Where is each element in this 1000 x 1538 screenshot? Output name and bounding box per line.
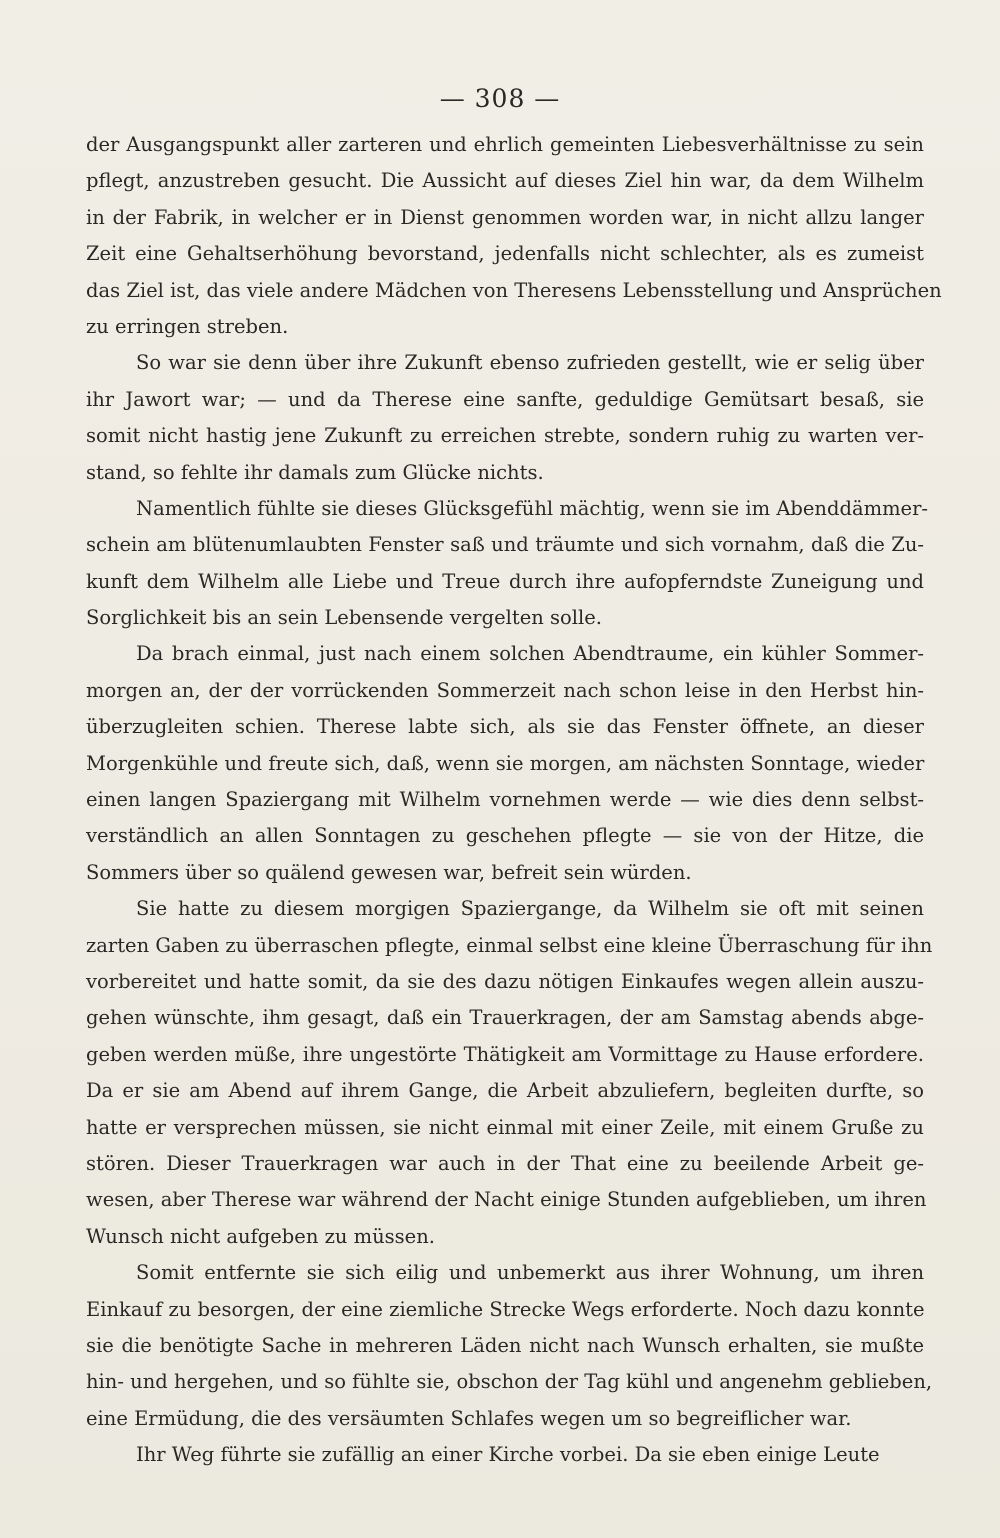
text-line: hin- und hergehen, und so fühlte sie, obschon der Tag kühl und angenehm geblieben, bbox=[86, 1370, 933, 1394]
text-line: pflegt, anzustreben gesucht. Die Aussicht auf dieses Ziel hin war, da dem Wilhelm bbox=[86, 169, 924, 193]
text-line: Morgenkühle und freute sich, daß, wenn sie morgen, am nächsten Sonntage, wieder bbox=[86, 751, 925, 775]
text-line: gehen wünschte, ihm gesagt, daß ein Trauerkragen, der am Samstag abends abge- bbox=[86, 1006, 924, 1030]
text-line: Da er sie am Abend auf ihrem Gange, die Arbeit abzuliefern, begleiten durfte, so bbox=[86, 1079, 924, 1103]
text-line: hatte er versprechen müssen, sie nicht einmal mit einer Zeile, mit einem Gruße zu bbox=[86, 1115, 924, 1139]
page-number: — 308 — bbox=[439, 84, 561, 113]
text-line: ihr Jawort war; — und da Therese eine sanfte, geduldige Gemütsart besaß, sie bbox=[86, 387, 924, 411]
text-line: Ihr Weg führte sie zufällig an einer Kirche vorbei. Da sie eben einige Leute bbox=[136, 1443, 880, 1467]
text-line: kunft dem Wilhelm alle Liebe und Treue durch ihre aufopferndste Zuneigung und bbox=[86, 569, 924, 593]
text-line: geben werden müße, ihre ungestörte Thätigkeit am Vormittage zu Hause erfordere. bbox=[86, 1042, 924, 1066]
text-line: verständlich an allen Sonntagen zu geschehen pflegte — sie von der Hitze, die bbox=[86, 824, 924, 848]
paragraph bbox=[86, 1437, 924, 1473]
text-line: So war sie denn über ihre Zukunft ebenso zufrieden gestellt, wie er selig über bbox=[136, 351, 924, 375]
text-line: vorbereitet und hatte somit, da sie des dazu nötigen Einkaufes wegen allein auszu- bbox=[86, 969, 924, 993]
text-line: zarten Gaben zu überraschen pflegte, einmal selbst eine kleine Überraschung für ihn bbox=[86, 933, 933, 957]
paragraph bbox=[86, 127, 942, 345]
text-line: stören. Dieser Trauerkragen war auch in der That eine zu beeilende Arbeit ge- bbox=[86, 1151, 924, 1175]
text-line: Einkauf zu besorgen, der eine ziemliche Strecke Wegs erforderte. Noch dazu konnte bbox=[86, 1297, 925, 1321]
paragraph bbox=[86, 636, 924, 891]
text-line: wesen, aber Therese war während der Nacht einige Stunden aufgeblieben, um ihren bbox=[86, 1188, 927, 1212]
text-line: eine Ermüdung, die des versäumten Schlafes wegen um so begreiflicher war. bbox=[86, 1406, 852, 1430]
text-line: überzugleiten schien. Therese labte sich, als sie das Fenster öffnete, an dieser bbox=[86, 715, 924, 739]
paragraph bbox=[86, 345, 924, 491]
text-line: das Ziel ist, das viele andere Mädchen von Theresens Lebensstellung und Ansprüchen bbox=[86, 278, 942, 302]
text-line: Da brach einmal, just nach einem solchen Abendtraume, ein kühler Sommer- bbox=[136, 642, 924, 666]
text-line: schein am blütenumlaubten Fenster saß und träumte und sich vornahm, daß die Zu- bbox=[86, 533, 924, 557]
text-line: einen langen Spaziergang mit Wilhelm vornehmen werde — wie dies denn selbst- bbox=[86, 788, 924, 812]
text-line: somit nicht hastig jene Zukunft zu erreichen strebte, sondern ruhig zu warten ver- bbox=[86, 424, 924, 448]
text-line: morgen an, der der vorrückenden Sommerzeit nach schon leise in den Herbst hin- bbox=[86, 678, 924, 702]
body-text bbox=[86, 127, 942, 1473]
text-line: Sommers über so quälend gewesen war, befreit sein würden. bbox=[86, 860, 692, 884]
text-line: Zeit eine Gehaltserhöhung bevorstand, jedenfalls nicht schlechter, als es zumeist bbox=[86, 242, 924, 266]
text-line: zu erringen streben. bbox=[86, 314, 289, 338]
text-line: stand, so fehlte ihr damals zum Glücke nichts. bbox=[86, 460, 544, 484]
paragraph bbox=[86, 1255, 933, 1437]
paragraph bbox=[86, 891, 933, 1255]
paragraph bbox=[86, 491, 929, 637]
text-line: in der Fabrik, in welcher er in Dienst genommen worden war, in nicht allzu langer bbox=[86, 205, 924, 229]
text-line: Wunsch nicht aufgeben zu müssen. bbox=[86, 1224, 435, 1248]
text-line: Sorglichkeit bis an sein Lebensende vergelten solle. bbox=[86, 606, 602, 630]
text-line: Somit entfernte sie sich eilig und unbemerkt aus ihrer Wohnung, um ihren bbox=[136, 1261, 924, 1285]
text-line: sie die benötigte Sache in mehreren Läden nicht nach Wunsch erhalten, sie mußte bbox=[86, 1333, 924, 1357]
text-line: Sie hatte zu diesem morgigen Spaziergange, da Wilhelm sie oft mit seinen bbox=[136, 897, 924, 921]
text-line: Namentlich fühlte sie dieses Glücksgefühl mächtig, wenn sie im Abenddämmer- bbox=[136, 496, 929, 520]
text-line: der Ausgangspunkt aller zarteren und ehrlich gemeinten Liebesverhältnisse zu sein bbox=[86, 133, 924, 156]
